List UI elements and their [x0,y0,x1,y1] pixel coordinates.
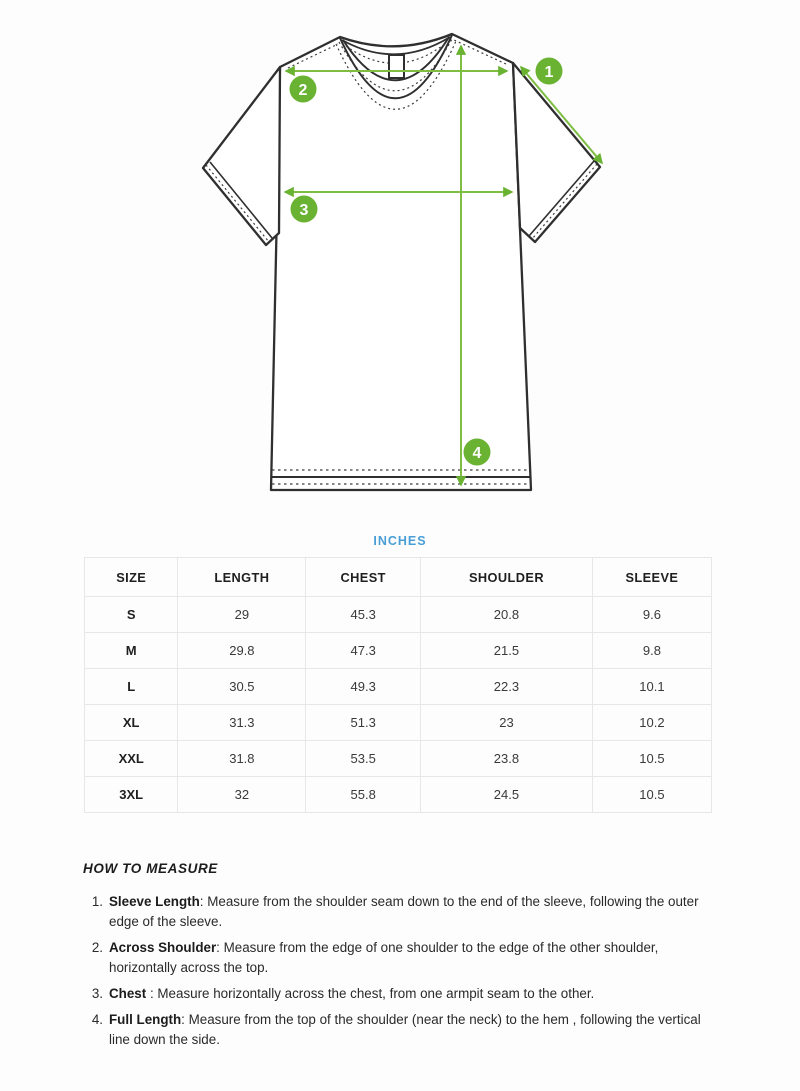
length-value: 29 [178,597,306,633]
shoulder-value: 21.5 [421,633,593,669]
table-row [85,741,712,777]
table-row [85,705,712,741]
col-header-length: LENGTH [178,558,306,597]
marker-1-label: 1 [544,64,554,81]
item-number: 3. [91,986,103,1001]
marker-2-label: 2 [298,82,308,99]
length-value: 30.5 [178,669,306,705]
item-text [109,984,705,1004]
chest-value: 47.3 [306,633,421,669]
chest-value: 53.5 [306,741,421,777]
unit-label: INCHES [373,534,427,548]
item-description: Measure from the shoulder seam down to the end of the sleeve, following the outer edge of the sleeve. [109,894,699,929]
shoulder-value: 22.3 [421,669,593,705]
sleeve-value: 10.5 [592,777,711,813]
collar-tag [389,55,404,78]
sleeve-value: 10.1 [592,669,711,705]
item-term: Full Length [109,1012,182,1027]
tshirt-body-outline [271,34,531,490]
how-to-measure-title: HOW TO MEASURE [83,861,218,876]
shoulder-value: 24.5 [421,777,593,813]
chest-value: 45.3 [306,597,421,633]
chest-value: 51.3 [306,705,421,741]
size-value: 3XL [85,777,178,813]
size-value: XXL [85,741,178,777]
item-separator: : [216,940,224,955]
marker-3-badge [291,196,318,223]
table-header-row [85,558,712,597]
size-value: S [85,597,178,633]
tshirt-left-sleeve [203,67,280,245]
table-row [85,597,712,633]
marker-4-label: 4 [472,445,482,462]
shoulder-value: 20.8 [421,597,593,633]
size-value: L [85,669,178,705]
item-term: Sleeve Length [109,894,200,909]
chest-value: 49.3 [306,669,421,705]
sleeve-value: 9.8 [592,633,711,669]
tshirt-measurement-diagram [0,0,800,520]
marker-1-badge [536,58,563,85]
sleeve-value: 9.6 [592,597,711,633]
table-row [85,777,712,813]
item-text [109,938,705,978]
table-row [85,633,712,669]
list-item [83,984,731,1004]
tshirt-right-sleeve [513,63,600,242]
sleeve-value: 10.2 [592,705,711,741]
col-header-shoulder: SHOULDER [421,558,593,597]
item-text [109,1010,705,1050]
item-separator: : [146,986,158,1001]
item-number: 1. [91,894,103,909]
marker-4-badge [464,439,491,466]
tshirt-diagram-svg [0,0,800,520]
table-row [85,669,712,705]
length-value: 31.3 [178,705,306,741]
shoulder-value: 23 [421,705,593,741]
item-number: 2. [91,940,103,955]
chest-value: 55.8 [306,777,421,813]
col-header-size: SIZE [85,558,178,597]
length-value: 32 [178,777,306,813]
col-header-sleeve: SLEEVE [592,558,711,597]
sleeve-value: 10.5 [592,741,711,777]
item-separator: : [199,894,208,909]
size-value: XL [85,705,178,741]
length-value: 29.8 [178,633,306,669]
marker-2-badge [290,76,317,103]
shoulder-value: 23.8 [421,741,593,777]
how-to-measure-section [83,861,731,1050]
item-term: Across Shoulder [109,940,217,955]
list-item [83,938,731,978]
size-value: M [85,633,178,669]
item-text [109,892,705,932]
length-value: 31.8 [178,741,306,777]
item-number: 4. [91,1012,103,1027]
list-item [83,1010,731,1050]
item-term: Chest [109,986,147,1001]
size-chart-table [84,557,712,813]
item-separator: : [181,1012,189,1027]
item-description: Measure from the edge of one shoulder to the edge of the other shoulder, horizontally across the top. [109,940,659,975]
marker-3-label: 3 [299,202,309,219]
list-item [83,892,731,932]
col-header-chest: CHEST [306,558,421,597]
item-description: Measure horizontally across the chest, from one armpit seam to the other. [157,986,595,1001]
item-description: Measure from the top of the shoulder (near the neck) to the hem , following the vertical line down the side. [109,1012,701,1047]
